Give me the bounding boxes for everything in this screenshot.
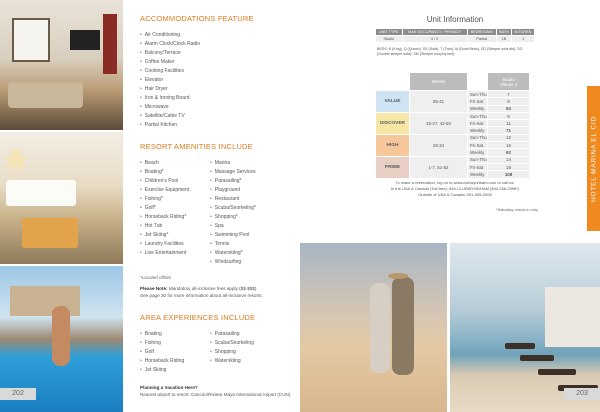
season-label: DISCOVER (376, 112, 410, 134)
accommodation-item: • Cooking Facilities (140, 67, 298, 76)
checkin-note: *Saturday check-in only (495, 207, 538, 212)
day-type: Fri-Sat (468, 120, 488, 127)
season-weeks: 1-7, 51-52 (410, 156, 468, 178)
amenity-item: • Live Entertainment (140, 249, 210, 258)
unit-column-header: BATH (496, 29, 511, 36)
resort-amenities-col2 (210, 159, 280, 267)
bedroom-photo (0, 132, 123, 264)
experience-item: • Golf (140, 348, 210, 357)
points-value: 19 (488, 163, 530, 170)
page-number-right: 203 (564, 388, 600, 400)
accommodation-item: • Iron & Ironing Board (140, 94, 298, 103)
amenity-item: • Beach (140, 159, 210, 168)
amenity-item: • Children's Pool (140, 177, 210, 186)
season-label: PRIME (376, 156, 410, 178)
day-type: Sun-Thu (468, 91, 488, 98)
points-value: 53 (488, 105, 530, 112)
points-value: 108 (488, 171, 530, 178)
unit-info-title: Unit Information (426, 15, 484, 24)
beach-loungers-photo (450, 243, 600, 412)
unit-cell: 1 (512, 36, 535, 43)
amenity-item: • Scuba/Snorkeling* (210, 204, 280, 213)
accommodation-item: • Air Conditioning (140, 31, 298, 40)
page-number: 202 (0, 388, 36, 400)
points-value: 7 (488, 91, 530, 98)
day-type: Fri-Sat (468, 142, 488, 149)
reservation-info: To make a reservation, log on to www.clubwyndham.com or call us: In the USA & Canada (Toll-free): 844-CLUBWYNDHAM (844-258-2996*) Outside of USA & Canada: 001-305-2005 (390, 180, 520, 197)
unit-cell: Studio (376, 36, 403, 43)
points-value: 9 (488, 112, 530, 119)
accommodation-item: • Satellite/Cable TV (140, 112, 298, 121)
accommodation-item: • Hair Dryer (140, 85, 298, 94)
amenity-item: • Jet Skiing* (140, 231, 210, 240)
amenity-item: • Waterskiing* (210, 249, 280, 258)
season-label: VALUE (376, 91, 410, 113)
points-value: 12 (488, 134, 530, 141)
unit-cell: 4 / 2 (402, 36, 467, 43)
points-value: 92 (488, 149, 530, 156)
points-value: 14 (488, 156, 530, 163)
amenity-item: • Massage Services (210, 168, 280, 177)
studio-header: Studio Sleeps 4 (488, 73, 530, 91)
unit-cell: Partial (467, 36, 496, 43)
experience-item: • Horseback Riding (140, 357, 210, 366)
amenity-item: • Restaurant (210, 195, 280, 204)
experience-item: • Scuba/Snorkeling (210, 339, 280, 348)
day-type: Weekly (468, 105, 488, 112)
amenity-item: • Parasailing* (210, 177, 280, 186)
offsite-footnote: *Located offsite (140, 275, 172, 280)
fee-note: Please Note: Mandatory all-inclusive fees apply ($$-$$$) See page 30 for more information about all-inclusive resorts. (140, 286, 263, 298)
season-row (376, 156, 530, 163)
day-type: Fri-Sat (468, 163, 488, 170)
experience-item: • Waterskiing (210, 357, 280, 366)
amenity-item: • Shopping* (210, 213, 280, 222)
unit-column-header: MAX OCCUPANCY / PRIVACY (402, 29, 467, 36)
accommodation-item: • Partial Kitchen (140, 121, 298, 130)
amenity-item: • Swimming Pool (210, 231, 280, 240)
amenity-item: • Playground (210, 186, 280, 195)
area-experiences-title: AREA EXPERIENCES INCLUDE (140, 313, 256, 322)
accommodation-item: • Coffee Maker (140, 58, 298, 67)
amenity-item: • Marina (210, 159, 280, 168)
day-type: Weekly (468, 127, 488, 134)
season-points-table (375, 72, 530, 179)
amenity-item: • Windsurfing (210, 258, 280, 267)
unit-column-header: BEDROOMS (467, 29, 496, 36)
resort-amenities-col1 (140, 159, 210, 267)
points-value: 71 (488, 127, 530, 134)
season-weeks: 16-27, 42-50 (410, 112, 468, 134)
amenity-item: • Fishing* (140, 195, 210, 204)
resort-name-tab: HOTEL MARINA EL CID (587, 86, 600, 231)
couple-beach-photo (300, 243, 447, 412)
accommodation-item: • Alarm Clock/Clock Radio (140, 40, 298, 49)
weeks-header: Weeks (410, 73, 468, 91)
day-type: Weekly (468, 149, 488, 156)
unit-description: BEDS: K (King), Q (Queen), SS (Sofa), T (Twin), M (Bunk Beds), SD (Sleeper sofa dbl), SO (Double sleeper sofa), SM (Sleeper murphy bed) (377, 47, 523, 56)
season-row (376, 134, 530, 141)
season-label: HIGH (376, 134, 410, 156)
accommodation-item: • Balcony/Terrace (140, 49, 298, 58)
season-weeks: 35-41 (410, 91, 468, 113)
unit-info-table (375, 28, 535, 43)
area-experiences-col1 (140, 330, 210, 375)
experience-item: • Fishing (140, 339, 210, 348)
experience-item: • Shopping (210, 348, 280, 357)
points-value: 9 (488, 98, 530, 105)
experience-item: • Jet Skiing (140, 366, 210, 375)
amenity-item: • Golf* (140, 204, 210, 213)
unit-cell: 1B (496, 36, 511, 43)
unit-column-header: UNIT TYPE (376, 29, 403, 36)
amenity-item: • Horseback Riding* (140, 213, 210, 222)
day-type: Sun-Thu (468, 156, 488, 163)
season-weeks: 28-34 (410, 134, 468, 156)
amenity-item: • Tennis (210, 240, 280, 249)
experience-item: • Parasailing (210, 330, 280, 339)
vacation-note: Planning a Vacation Here? Nearest airport to resort: Cancún/Riviera Maya International Airport (CUN) (140, 385, 291, 397)
unit-column-header: KITCHEN (512, 29, 535, 36)
accommodations-title: ACCOMMODATIONS FEATURE (140, 14, 254, 23)
amenity-item: • Exercise Equipment (140, 186, 210, 195)
season-row (376, 91, 530, 98)
day-type: Sun-Thu (468, 112, 488, 119)
amenity-item: • Boating* (140, 168, 210, 177)
text-column (140, 14, 298, 398)
accommodation-item: • Microwave (140, 103, 298, 112)
day-type: Weekly (468, 171, 488, 178)
resort-amenities-title: RESORT AMENITIES INCLUDE (140, 142, 253, 151)
points-value: 16 (488, 142, 530, 149)
room-photo (0, 0, 123, 130)
amenity-item: • Laundry Facilities (140, 240, 210, 249)
season-row (376, 112, 530, 119)
day-type: Fri-Sat (468, 98, 488, 105)
accommodations-list (140, 31, 298, 130)
area-experiences-col2 (210, 330, 280, 375)
accommodation-item: • Elevator (140, 76, 298, 85)
points-value: 11 (488, 120, 530, 127)
amenity-item: • Hot Tub (140, 222, 210, 231)
day-type: Sun-Thu (468, 134, 488, 141)
experience-item: • Boating (140, 330, 210, 339)
amenity-item: • Spa (210, 222, 280, 231)
